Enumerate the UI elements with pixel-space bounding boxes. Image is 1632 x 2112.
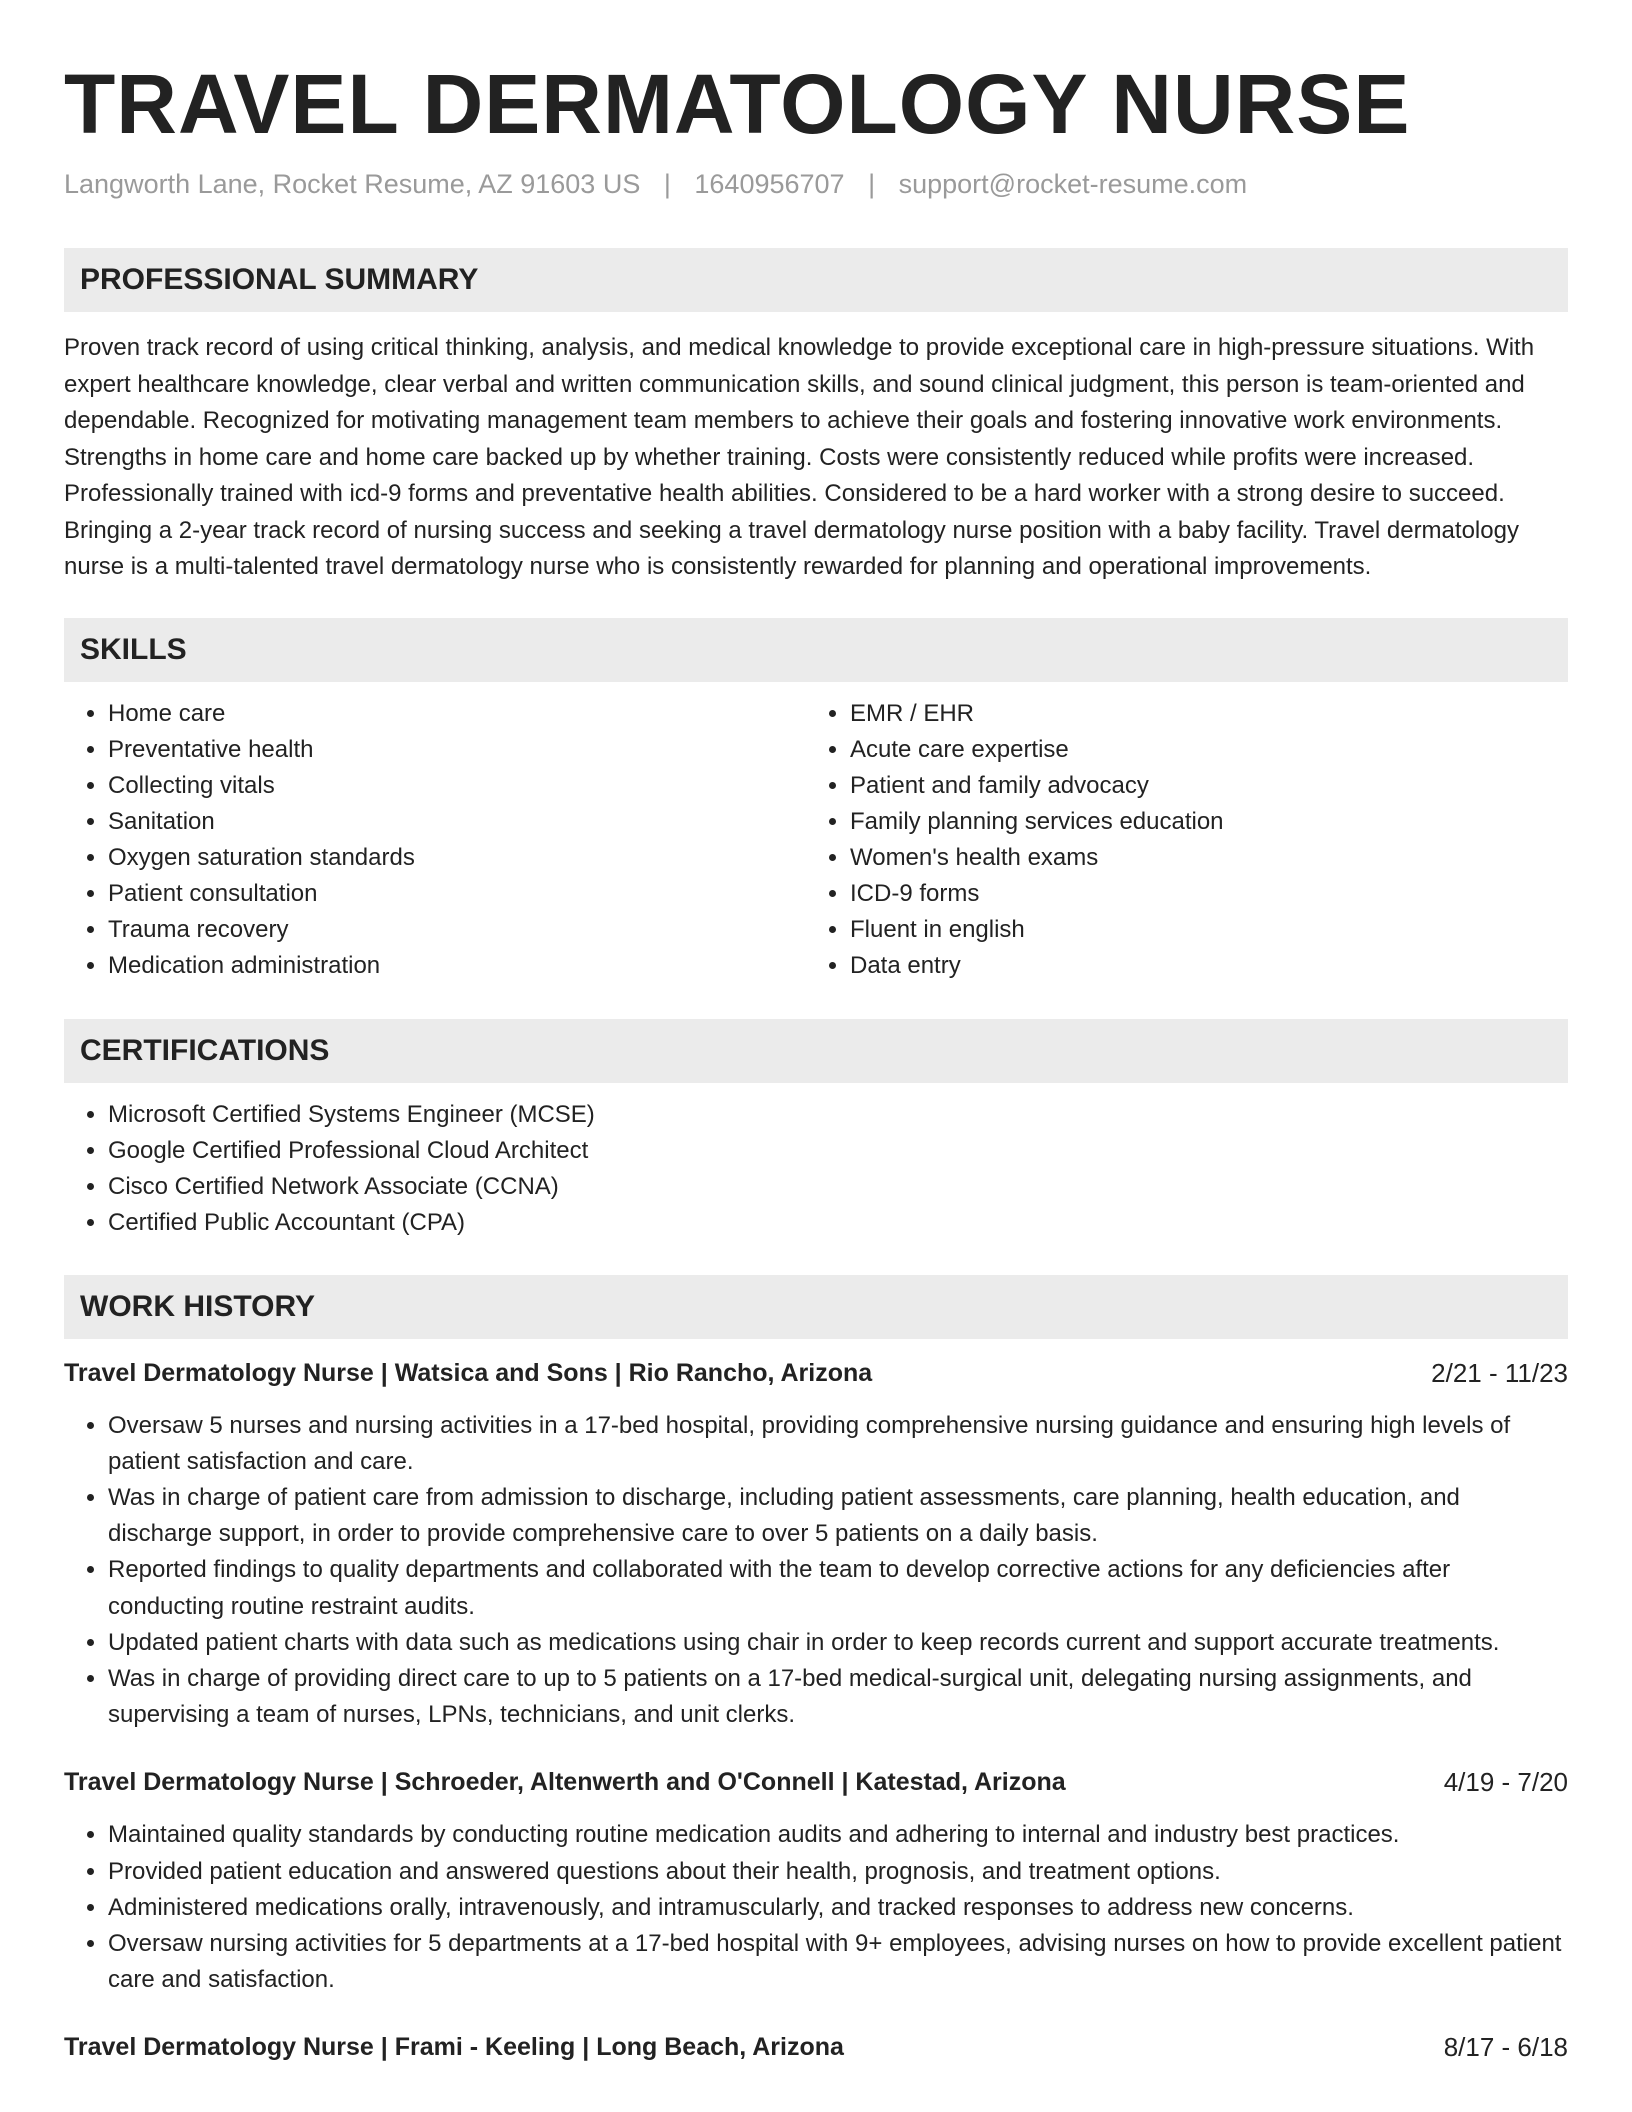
job-bullet: • Oversaw nursing activities for 5 departments at a 17-bed hospital with 9+ employees, advising nurses on how to provide excellent patient care and satisfaction. <box>108 1926 1568 1998</box>
job-header <box>64 1355 1568 1391</box>
certification-item: • Google Certified Professional Cloud Architect <box>108 1133 1568 1169</box>
skill-item: • Acute care expertise <box>850 732 1548 768</box>
job-bullet: • Was in charge of patient care from admission to discharge, including patient assessments, care planning, health education, and discharge support, in order to provide comprehensive care to over 5 patients on a daily basis. <box>108 1480 1568 1552</box>
job-bullets <box>64 1408 1568 1734</box>
skill-item: • Patient and family advocacy <box>850 768 1548 804</box>
certification-item: • Certified Public Accountant (CPA) <box>108 1205 1568 1241</box>
skill-item: • ICD-9 forms <box>850 876 1548 912</box>
skills-column-right <box>806 696 1548 984</box>
skill-item: • Family planning services education <box>850 804 1548 840</box>
job-entry <box>64 2029 1568 2065</box>
certification-item: • Cisco Certified Network Associate (CCNA) <box>108 1169 1568 1205</box>
skill-item: • Collecting vitals <box>108 768 806 804</box>
certifications-list <box>64 1097 1568 1241</box>
job-bullet: • Oversaw 5 nurses and nursing activities in a 17-bed hospital, providing comprehensive nursing guidance and ensuring high levels of patient satisfaction and care. <box>108 1408 1568 1480</box>
section-heading-skills: SKILLS <box>64 618 1568 682</box>
contact-email: support@rocket-resume.com <box>898 169 1248 199</box>
skill-item: • Data entry <box>850 948 1548 984</box>
skill-item: • EMR / EHR <box>850 696 1548 732</box>
job-title: Travel Dermatology Nurse | Frami - Keeling | Long Beach, Arizona <box>64 2033 844 2062</box>
skill-item: • Preventative health <box>108 732 806 768</box>
job-title: Travel Dermatology Nurse | Watsica and Sons | Rio Rancho, Arizona <box>64 1358 873 1387</box>
skill-item: • Trauma recovery <box>108 912 806 948</box>
job-bullet: • Reported findings to quality departments and collaborated with the team to develop corrective actions for any deficiencies after conducting routine restraint audits. <box>108 1552 1568 1624</box>
skill-item: • Women's health exams <box>850 840 1548 876</box>
job-dates: 8/17 - 6/18 <box>1443 2032 1568 2063</box>
contact-separator: | <box>663 169 671 199</box>
job-bullet: • Was in charge of providing direct care to up to 5 patients on a 17-bed medical-surgical unit, delegating nursing assignments, and supervising a team of nurses, LPNs, technicians, and unit clerks. <box>108 1661 1568 1733</box>
certification-item: • Microsoft Certified Systems Engineer (MCSE) <box>108 1097 1568 1133</box>
skill-item: • Patient consultation <box>108 876 806 912</box>
resume-name: TRAVEL DERMATOLOGY NURSE <box>64 57 1411 151</box>
contact-separator: | <box>868 169 876 199</box>
job-dates: 2/21 - 11/23 <box>1431 1357 1568 1388</box>
job-bullet: • Administered medications orally, intravenously, and intramuscularly, and tracked responses to address new concerns. <box>108 1890 1568 1926</box>
job-header <box>64 2029 1568 2065</box>
contact-line <box>64 166 1568 202</box>
skills-column-left <box>64 696 806 984</box>
job-bullet: • Maintained quality standards by conducting routine medication audits and adhering to internal and industry best practices. <box>108 1817 1568 1853</box>
skill-item: • Home care <box>108 696 806 732</box>
skill-item: • Fluent in english <box>850 912 1548 948</box>
job-header <box>64 1764 1568 1800</box>
job-entry <box>64 1355 1568 1734</box>
job-dates: 4/19 - 7/20 <box>1443 1767 1568 1798</box>
skill-item: • Medication administration <box>108 948 806 984</box>
job-bullets <box>64 1817 1568 1998</box>
section-heading-summary: PROFESSIONAL SUMMARY <box>64 248 1568 312</box>
skill-item: • Oxygen saturation standards <box>108 840 806 876</box>
job-bullet: • Provided patient education and answered questions about their health, prognosis, and treatment options. <box>108 1854 1568 1890</box>
skill-item: • Sanitation <box>108 804 806 840</box>
job-title: Travel Dermatology Nurse | Schroeder, Altenwerth and O'Connell | Katestad, Arizona <box>64 1768 1066 1797</box>
job-entry <box>64 1764 1568 1998</box>
skills-list <box>64 696 1568 984</box>
job-bullet: • Updated patient charts with data such as medications using chair in order to keep records current and support accurate treatments. <box>108 1625 1568 1661</box>
section-heading-work-history: WORK HISTORY <box>64 1275 1568 1339</box>
contact-address: Langworth Lane, Rocket Resume, AZ 91603 US <box>64 169 641 199</box>
section-heading-certifications: CERTIFICATIONS <box>64 1019 1568 1083</box>
summary-text: Proven track record of using critical thinking, analysis, and medical knowledge to provide exceptional care in high-pressure situations. With expert healthcare knowledge, clear verbal and written communication skills, and sound clinical judgment, this person is team-oriented and dependable. Recognized for motivating management team members to achieve their goals and fostering innovative work environments. Strengths in home care and home care backed up by whether training. Costs were consistently reduced while profits were increased. Professionally trained with icd-9 forms and preventative health abilities. Considered to be a hard worker with a strong desire to succeed. Bringing a 2-year track record of nursing success and seeking a travel dermatology nurse position with a baby facility. Travel dermatology nurse is a multi-talented travel dermatology nurse who is consistently rewarded for planning and operational improvements. <box>64 334 1535 580</box>
contact-phone: 1640956707 <box>694 169 845 199</box>
